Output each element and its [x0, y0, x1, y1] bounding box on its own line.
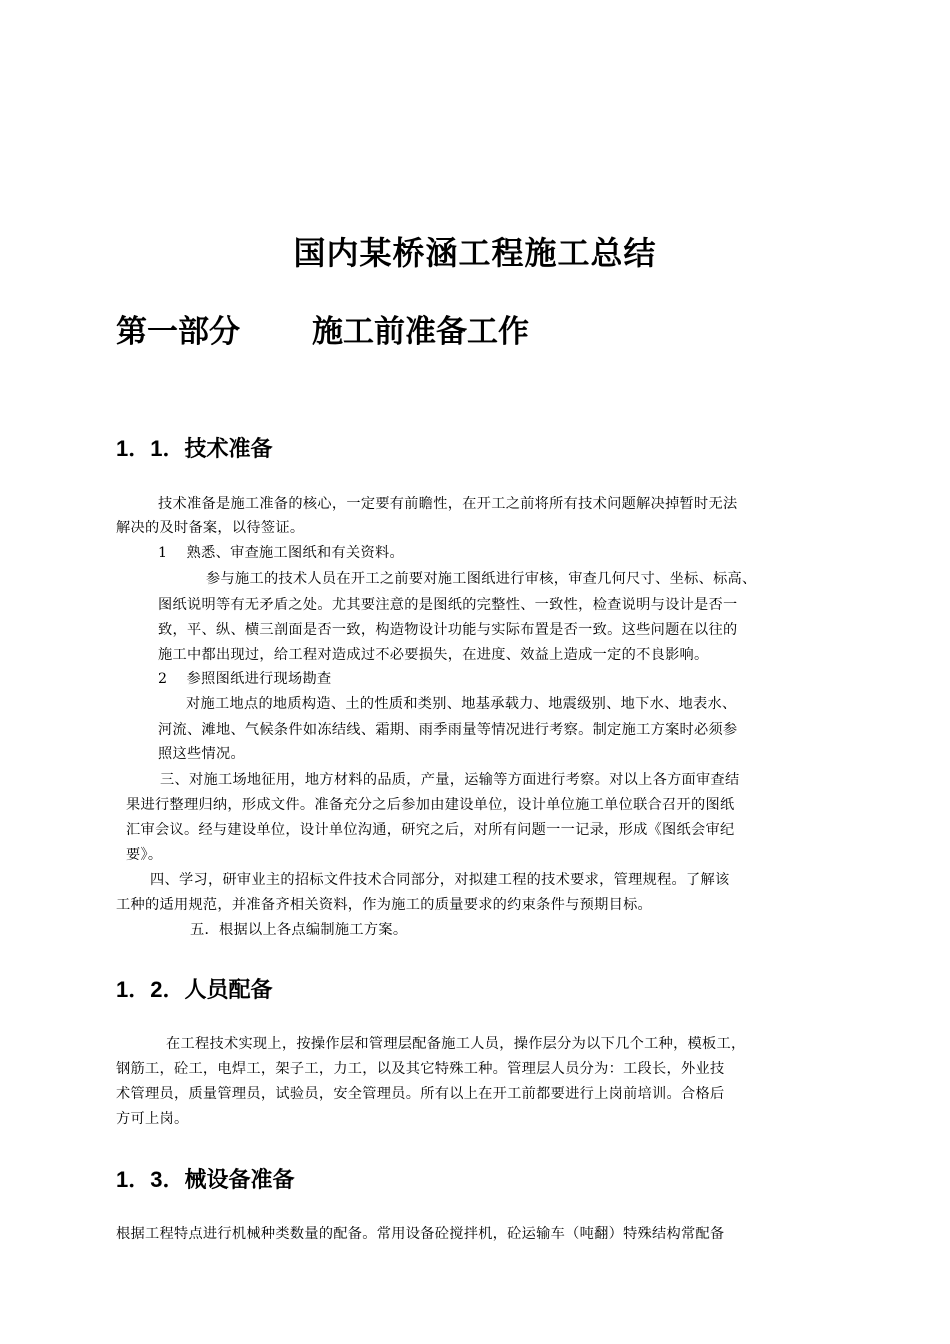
paragraph-line: 果进行整理归纳，形成文件。准备充分之后参加由建设单位，设计单位施工单位联合召开的图纸 [126, 797, 735, 813]
paragraph-line: 四、学习，研审业主的招标文件技术合同部分，对拟建工程的技术要求，管理规程。了解该 [150, 872, 730, 888]
paragraph-line: 工种的适用规范，并准备齐相关资料，作为施工的质量要求的约束条件与预期目标。 [116, 897, 653, 913]
paragraph-line: 致，平、纵、横三剖面是否一致，构造物设计功能与实际布置是否一致。这些问题在以往的 [158, 622, 738, 638]
document-title: 国内某桥涵工程施工总结 [293, 234, 657, 272]
paragraph-line: 要》。 [126, 847, 163, 863]
paragraph-line: 方可上岗。 [116, 1111, 189, 1127]
paragraph-line: 术管理员，质量管理员，试验员，安全管理员。所有以上在开工前都要进行上岗前培训。合格后 [116, 1086, 725, 1102]
section-heading-equipment: 1．3．械设备准备 [116, 1167, 295, 1192]
section-heading-tech-prep: 1．1．技术准备 [116, 436, 273, 461]
list-item: 五．根据以上各点编制施工方案。 [190, 922, 408, 938]
paragraph-line: 三、对施工场地征用，地方材料的品质，产量，运输等方面进行考察。对以上各方面审查结 [160, 772, 740, 788]
part-label: 第一部分 [116, 314, 240, 350]
paragraph-line: 照这些情况。 [158, 746, 245, 762]
paragraph-line: 解决的及时备案，以待签证。 [116, 520, 305, 536]
paragraph-line: 图纸说明等有无矛盾之处。尤其要注意的是图纸的完整性、一致性，检查说明与设计是否一 [158, 597, 738, 613]
paragraph-line: 技术准备是施工准备的核心，一定要有前瞻性，在开工之前将所有技术问题解决掉暂时无法 [158, 496, 738, 512]
part-name: 施工前准备工作 [312, 314, 529, 350]
paragraph-line: 施工中都出现过，给工程对造成过不必要损失，在进度、效益上造成一定的不良影响。 [158, 647, 709, 663]
section-heading-staffing: 1．2．人员配备 [116, 977, 273, 1002]
paragraph-line: 在工程技术实现上，按操作层和管理层配备施工人员，操作层分为以下几个工种，模板工， [166, 1036, 746, 1052]
paragraph-line: 参与施工的技术人员在开工之前要对施工图纸进行审核，审查几何尺寸、坐标、标高、 [206, 571, 757, 587]
list-item: 2 参照图纸进行现场勘查 [158, 671, 332, 687]
paragraph-line: 河流、滩地、气候条件如冻结线、霜期、雨季雨量等情况进行考察。制定施工方案时必须参 [158, 722, 738, 738]
paragraph-line: 钢筋工，砼工，电焊工，架子工，力工，以及其它特殊工种。管理层人员分为：工段长，外业技 [116, 1061, 725, 1077]
paragraph-line: 根据工程特点进行机械种类数量的配备。常用设备砼搅拌机，砼运输车（吨翻）特殊结构常配备 [116, 1226, 725, 1242]
paragraph-line: 对施工地点的地质构造、土的性质和类别、地基承载力、地震级别、地下水、地表水、 [186, 696, 737, 712]
part-heading [116, 306, 529, 351]
paragraph-line: 汇审会议。经与建设单位，设计单位沟通，研究之后，对所有问题一一记录，形成《图纸会审纪 [126, 822, 735, 838]
list-item: 1 熟悉、审查施工图纸和有关资料。 [158, 545, 404, 561]
